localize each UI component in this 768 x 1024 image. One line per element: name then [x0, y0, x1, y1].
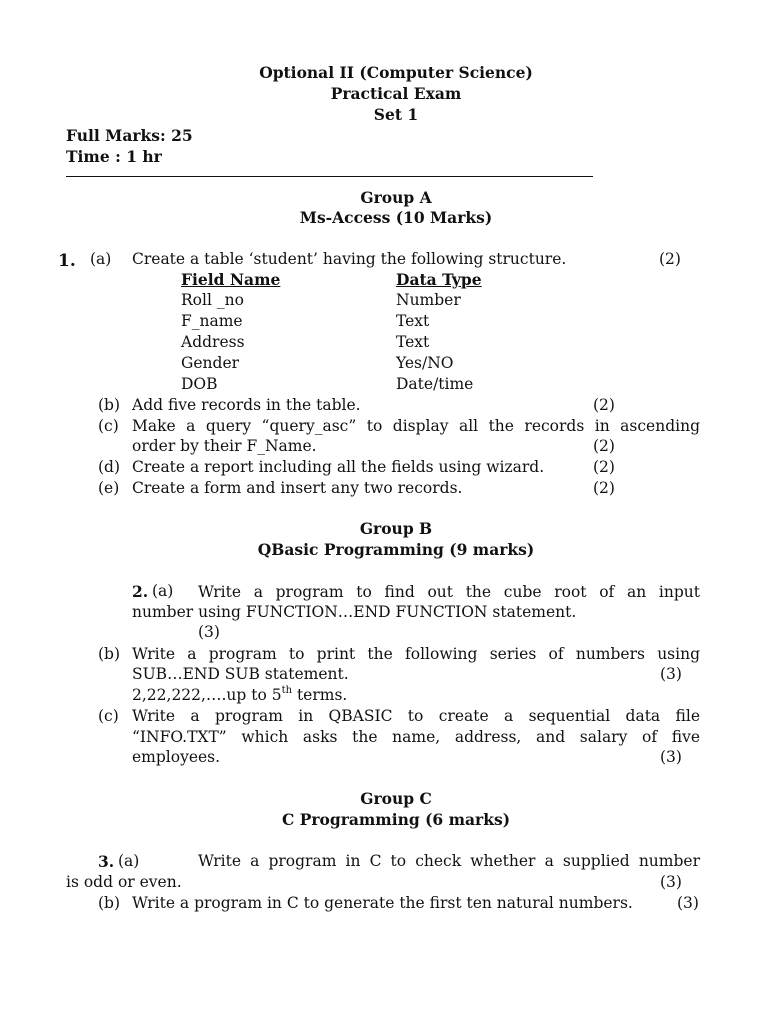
q2a-label: (a): [152, 582, 174, 600]
group-b-title: Group B: [359, 519, 433, 538]
q2c-text-line1: Write a program in QBASIC to create a sequential data file: [132, 707, 700, 725]
q1b-text: Add five records in the table.: [132, 396, 361, 414]
group-b-subtitle: QBasic Programming (9 marks): [257, 540, 535, 559]
question-2-number: 2.: [132, 582, 149, 601]
q1c-marks: (2): [593, 437, 615, 455]
table-cell: Number: [396, 291, 461, 309]
q2b-marks: (3): [660, 665, 682, 683]
table-header-type: Data Type: [396, 270, 482, 289]
group-a-subtitle: Ms-Access (10 Marks): [299, 208, 493, 227]
exam-set: Set 1: [373, 105, 419, 124]
q2b-series: 2,22,222,….up to 5th terms.: [132, 684, 348, 704]
q3a-text-line1: Write a program in C to check whether a supplied number: [198, 852, 700, 870]
q1a-text: Create a table ‘student’ having the following structure.: [132, 250, 567, 268]
q1e-label: (e): [98, 479, 120, 497]
exam-type: Practical Exam: [330, 84, 462, 103]
table-cell: DOB: [181, 375, 218, 393]
question-1-number: 1.: [58, 251, 76, 271]
q2c-marks: (3): [660, 748, 682, 766]
table-cell: Gender: [181, 354, 240, 372]
group-a-title: Group A: [360, 188, 432, 207]
q3b-label: (b): [98, 894, 121, 912]
q1e-marks: (2): [593, 479, 615, 497]
q2c-label: (c): [98, 707, 119, 725]
q1c-text-line2: order by their F_Name.: [132, 437, 317, 455]
group-c-subtitle: C Programming (6 marks): [281, 810, 511, 829]
q1a-label: (a): [90, 250, 112, 268]
q1b-label: (b): [98, 396, 121, 414]
q3a-marks: (3): [660, 873, 682, 891]
header-divider: [66, 176, 593, 177]
table-header-field: Field Name: [181, 270, 281, 289]
q1d-label: (d): [98, 458, 121, 476]
q3b-text: Write a program in C to generate the first ten natural numbers.: [132, 894, 633, 912]
q1d-marks: (2): [593, 458, 615, 476]
q2a-marks: (3): [198, 623, 220, 641]
full-marks: Full Marks: 25: [66, 126, 193, 145]
group-c-title: Group C: [360, 789, 432, 808]
q2a-text-line2: number using FUNCTION…END FUNCTION statement.: [132, 603, 577, 621]
table-cell: Text: [396, 312, 430, 330]
table-cell: Yes/NO: [396, 354, 454, 372]
q1a-marks: (2): [659, 250, 681, 268]
table-cell: Date/time: [396, 375, 474, 393]
q2a-text-line1: Write a program to find out the cube root of an input: [198, 583, 700, 601]
q3b-marks: (3): [677, 894, 699, 912]
question-3-number: 3.: [98, 852, 115, 871]
q2c-text-line2: “INFO.TXT” which asks the name, address, and salary of five: [132, 728, 700, 746]
q1b-marks: (2): [593, 396, 615, 414]
q2b-text-line2: SUB…END SUB statement.: [132, 665, 349, 683]
q1c-label: (c): [98, 417, 119, 435]
time-allowed: Time : 1 hr: [66, 147, 162, 166]
q2b-label: (b): [98, 645, 121, 663]
q2b-text-line1: Write a program to print the following series of numbers using: [132, 645, 700, 663]
table-cell: Roll _no: [181, 291, 244, 309]
q1d-text: Create a report including all the fields using wizard.: [132, 458, 545, 476]
exam-subject: Optional II (Computer Science): [259, 63, 533, 82]
table-cell: Text: [396, 333, 430, 351]
q3a-label: (a): [118, 852, 140, 870]
table-cell: F_name: [181, 312, 243, 330]
q1c-text-line1: Make a query “query_asc” to display all the records in ascending: [132, 417, 700, 435]
table-cell: Address: [181, 333, 245, 351]
q3a-text-line2: is odd or even.: [66, 873, 182, 891]
q1e-text: Create a form and insert any two records.: [132, 479, 463, 497]
q2c-text-line3: employees.: [132, 748, 221, 766]
